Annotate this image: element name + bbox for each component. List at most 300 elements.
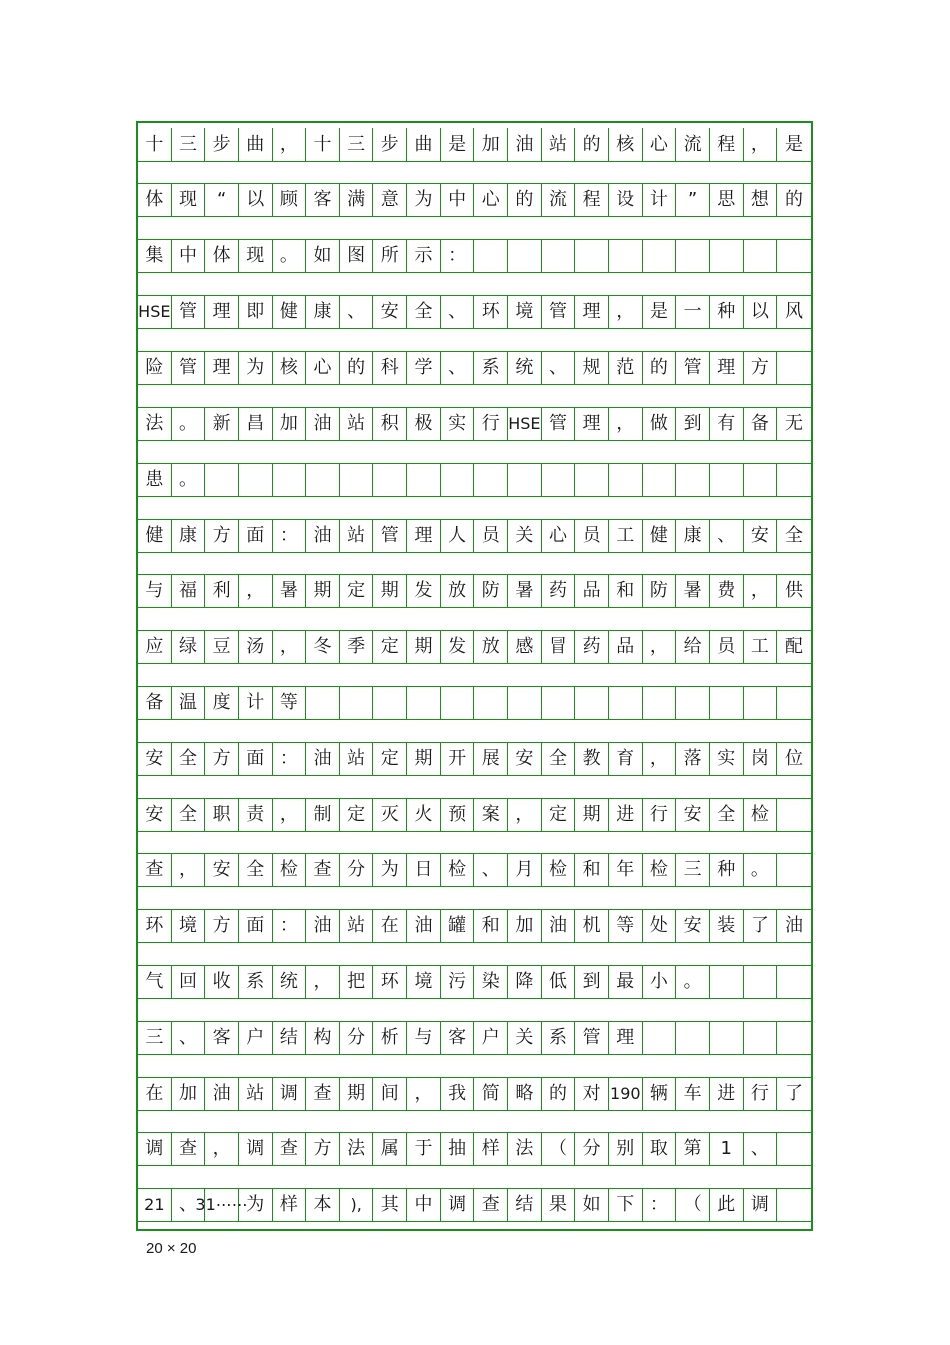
grid-cell	[710, 240, 744, 272]
grid-row	[138, 183, 811, 217]
grid-cell: ，	[643, 743, 677, 775]
grid-cell: ，	[273, 799, 307, 831]
grid-cell: 理	[710, 352, 744, 384]
grid-row	[138, 574, 811, 608]
grid-cell	[373, 464, 407, 496]
grid-cell: 安	[508, 743, 542, 775]
grid-cell	[777, 1133, 811, 1165]
grid-cell: 关	[508, 520, 542, 552]
grid-cell: 工	[744, 631, 778, 663]
grid-cell: 期	[575, 799, 609, 831]
grid-row	[138, 909, 811, 943]
grid-cell: 中	[172, 240, 206, 272]
grid-cell: ),	[340, 1189, 374, 1221]
grid-cell: 理	[575, 408, 609, 440]
grid-cell: 计	[643, 184, 677, 216]
grid-cell: ：	[643, 1189, 677, 1221]
grid-cell: 间	[373, 1078, 407, 1110]
grid-cell: 和	[474, 910, 508, 942]
grid-cell: 现	[172, 184, 206, 216]
grid-row	[138, 1021, 811, 1055]
grid-cell: ，	[306, 966, 340, 998]
grid-cell: 调	[441, 1189, 475, 1221]
grid-cell: 的	[542, 1078, 576, 1110]
grid-cell: 结	[508, 1189, 542, 1221]
grid-cell: HSE	[138, 296, 172, 328]
grid-cell: 查	[273, 1133, 307, 1165]
grid-cell: 责	[239, 799, 273, 831]
grid-cell	[643, 687, 677, 719]
grid-cell: 油	[205, 1078, 239, 1110]
grid-cell	[710, 966, 744, 998]
grid-cell	[676, 464, 710, 496]
grid-cell	[508, 464, 542, 496]
grid-cell: 客	[205, 1022, 239, 1054]
grid-cell: 加	[172, 1078, 206, 1110]
grid-cell: 暑	[273, 575, 307, 607]
grid-cell: 样	[273, 1189, 307, 1221]
grid-cell	[340, 464, 374, 496]
grid-cell: 客	[306, 184, 340, 216]
grid-cell: 安	[676, 799, 710, 831]
grid-cell: 、	[542, 352, 576, 384]
grid-cell: 实	[441, 408, 475, 440]
grid-cell: 户	[239, 1022, 273, 1054]
grid-cell: 全	[407, 296, 441, 328]
grid-cell: 190	[609, 1078, 643, 1110]
grid-cell: 气	[138, 966, 172, 998]
grid-cell: 查	[138, 854, 172, 886]
grid-cell: 全	[172, 799, 206, 831]
grid-cell	[744, 464, 778, 496]
grid-cell: 、	[172, 1189, 206, 1221]
grid-cell: 全	[710, 799, 744, 831]
grid-cell: 最	[609, 966, 643, 998]
grid-cell: 绿	[172, 631, 206, 663]
grid-cell: 别	[609, 1133, 643, 1165]
grid-cell	[744, 966, 778, 998]
grid-cell: 暑	[508, 575, 542, 607]
grid-cell: 利	[205, 575, 239, 607]
grid-cell: 低	[542, 966, 576, 998]
grid-cell	[777, 464, 811, 496]
grid-cell: 员	[575, 520, 609, 552]
grid-cell: 期	[407, 631, 441, 663]
grid-cell: 岗	[744, 743, 778, 775]
grid-cell: 管	[172, 352, 206, 384]
grid-cell: 昌	[239, 408, 273, 440]
grid-cell: 步	[373, 128, 407, 161]
grid-cell: 户	[474, 1022, 508, 1054]
grid-cell: 中	[441, 184, 475, 216]
grid-cell: 安	[744, 520, 778, 552]
grid-cell	[744, 1022, 778, 1054]
grid-cell: 实	[710, 743, 744, 775]
grid-cell: 曲	[239, 128, 273, 161]
grid-cell: 供	[784, 580, 803, 601]
grid-cell: 面	[239, 910, 273, 942]
grid-cell: 职	[205, 799, 239, 831]
grid-cell: 站	[239, 1078, 273, 1110]
grid-cell: 、	[172, 1022, 206, 1054]
grid-cell: 染	[474, 966, 508, 998]
grid-cell: 为	[239, 1189, 273, 1221]
grid-cell	[508, 687, 542, 719]
grid-cell	[474, 240, 508, 272]
grid-cell: 以	[744, 296, 778, 328]
grid-cell	[306, 464, 340, 496]
grid-cell: 种	[710, 854, 744, 886]
grid-cell	[441, 687, 475, 719]
grid-cell: 其	[373, 1189, 407, 1221]
grid-cell: 面	[239, 743, 273, 775]
grid-cell: 、	[441, 352, 475, 384]
grid-cell: 位	[784, 748, 803, 769]
grid-cell: 机	[575, 910, 609, 942]
grid-cell: 查	[474, 1189, 508, 1221]
grid-cell: 方	[205, 743, 239, 775]
grid-cell: 种	[710, 296, 744, 328]
grid-cell: 行	[744, 1078, 778, 1110]
grid-cell: 油	[306, 520, 340, 552]
grid-cell: 调	[744, 1189, 778, 1221]
grid-cell: （	[542, 1133, 576, 1165]
grid-cell: 在	[138, 1078, 172, 1110]
grid-cell: 面	[239, 520, 273, 552]
grid-cell: 一	[676, 296, 710, 328]
grid-cell	[609, 240, 643, 272]
grid-cell: 员	[710, 631, 744, 663]
grid-cell: 费	[710, 575, 744, 607]
grid-cell: 险	[138, 352, 172, 384]
grid-cell: 了	[744, 910, 778, 942]
grid-cell: ，	[609, 408, 643, 440]
grid-cell: 环	[373, 966, 407, 998]
grid-row	[138, 1188, 811, 1222]
grid-cell: 行	[643, 799, 677, 831]
grid-cell: 教	[575, 743, 609, 775]
grid-cell	[777, 240, 811, 272]
grid-cell	[777, 966, 811, 998]
grid-cell: 暑	[676, 575, 710, 607]
grid-row	[138, 742, 811, 776]
grid-cell	[407, 464, 441, 496]
grid-cell: 油	[306, 408, 340, 440]
grid-cell: 油	[306, 910, 340, 942]
grid-cell: 关	[508, 1022, 542, 1054]
grid-cell: 理	[407, 520, 441, 552]
grid-cell: 示	[407, 240, 441, 272]
grid-cell: 体	[138, 184, 172, 216]
grid-cell: 集	[138, 240, 172, 272]
grid-cell: 检	[441, 854, 475, 886]
grid-cell: 到	[575, 966, 609, 998]
grid-cell	[643, 240, 677, 272]
grid-cell: 环	[474, 296, 508, 328]
grid-cell: ，	[205, 1133, 239, 1165]
grid-cell: 本	[306, 1189, 340, 1221]
grid-cell: 安	[373, 296, 407, 328]
grid-cell: 三	[340, 128, 374, 161]
grid-cell: 发	[407, 575, 441, 607]
grid-cell: ：	[273, 743, 307, 775]
grid-cell: 新	[205, 408, 239, 440]
grid-cell: 中	[407, 1189, 441, 1221]
grid-cell: 安	[138, 743, 172, 775]
grid-cell: 备	[744, 408, 778, 440]
grid-cell: 31⋯⋯	[205, 1189, 239, 1221]
grid-cell	[710, 687, 744, 719]
grid-cell: 站	[340, 743, 374, 775]
grid-cell: 落	[676, 743, 710, 775]
grid-cell: 油	[784, 915, 803, 936]
grid-cell: 学	[407, 352, 441, 384]
grid-cell: 分	[340, 1022, 374, 1054]
grid-cell: 查	[172, 1133, 206, 1165]
grid-cell: 备	[138, 687, 172, 719]
grid-cell: 1	[710, 1133, 744, 1165]
grid-cell: 极	[407, 408, 441, 440]
grid-cell: 康	[172, 520, 206, 552]
grid-cell: 车	[676, 1078, 710, 1110]
grid-cell: 调	[239, 1133, 273, 1165]
grid-cell: 冬	[306, 631, 340, 663]
grid-cell: 规	[575, 352, 609, 384]
grid-cell: 定	[340, 799, 374, 831]
grid-cell: 略	[508, 1078, 542, 1110]
grid-cell: 方	[205, 520, 239, 552]
grid-cell: 管	[373, 520, 407, 552]
grid-cell: 辆	[643, 1078, 677, 1110]
grid-cell: 感	[508, 631, 542, 663]
grid-cell: 系	[474, 352, 508, 384]
grid-cell: 安	[676, 910, 710, 942]
grid-cell: 放	[441, 575, 475, 607]
grid-row	[138, 798, 811, 832]
grid-cell: 品	[575, 575, 609, 607]
grid-cell: 21	[138, 1189, 172, 1221]
grid-cell: 管	[575, 1022, 609, 1054]
grid-cell: 法	[340, 1133, 374, 1165]
grid-cell: 站	[542, 128, 576, 161]
grid-cell: 果	[542, 1189, 576, 1221]
grid-cell: 方	[306, 1133, 340, 1165]
grid-cell: 收	[205, 966, 239, 998]
grid-cell: 安	[205, 854, 239, 886]
grid-row	[138, 630, 811, 664]
grid-cell: 三	[138, 1022, 172, 1054]
grid-cell: 配	[784, 636, 803, 657]
grid-cell: 健	[138, 520, 172, 552]
grid-cell: 防	[474, 575, 508, 607]
grid-cell: 调	[138, 1133, 172, 1165]
grid-cell: 法	[508, 1133, 542, 1165]
grid-cell: 污	[441, 966, 475, 998]
grid-cell: 为	[239, 352, 273, 384]
grid-cell: 想	[744, 184, 778, 216]
grid-row	[138, 239, 811, 273]
grid-cell: 的	[643, 352, 677, 384]
grid-cell	[306, 687, 340, 719]
grid-cell	[777, 854, 811, 886]
grid-cell: 加	[474, 128, 508, 161]
grid-cell	[777, 1189, 811, 1221]
grid-cell: 如	[575, 1189, 609, 1221]
grid-cell	[239, 464, 273, 496]
grid-cell: 下	[609, 1189, 643, 1221]
grid-cell	[373, 687, 407, 719]
grid-row	[138, 965, 811, 999]
grid-row	[138, 128, 811, 162]
grid-cell: ，	[744, 128, 778, 161]
grid-cell: 心	[542, 520, 576, 552]
grid-cell: 预	[441, 799, 475, 831]
grid-cell: 统	[508, 352, 542, 384]
grid-cell: 查	[306, 854, 340, 886]
grid-cell: 与	[407, 1022, 441, 1054]
grid-cell: 境	[407, 966, 441, 998]
grid-cell: 系	[239, 966, 273, 998]
grid-cell: 等	[609, 910, 643, 942]
grid-cell: ，	[744, 575, 778, 607]
grid-cell: 无	[784, 413, 803, 434]
grid-cell	[777, 799, 811, 831]
grid-cell: 进	[710, 1078, 744, 1110]
grid-cell: 育	[609, 743, 643, 775]
grid-cell: 放	[474, 631, 508, 663]
grid-cell: 进	[609, 799, 643, 831]
grid-cell: 对	[575, 1078, 609, 1110]
grid-cell: 即	[239, 296, 273, 328]
grid-cell: 全	[239, 854, 273, 886]
grid-cell: 我	[441, 1078, 475, 1110]
grid-cell: 析	[373, 1022, 407, 1054]
grid-row	[138, 1132, 811, 1166]
grid-cell: 理	[609, 1022, 643, 1054]
grid-cell: 季	[340, 631, 374, 663]
grid-cell: 步	[205, 128, 239, 161]
grid-cell: 满	[340, 184, 374, 216]
manuscript-grid	[136, 121, 813, 1231]
grid-cell: 图	[340, 240, 374, 272]
grid-cell: 装	[710, 910, 744, 942]
grid-cell: 品	[609, 631, 643, 663]
grid-cell	[676, 687, 710, 719]
grid-cell: 现	[239, 240, 273, 272]
grid-cell: 应	[138, 631, 172, 663]
grid-cell: 的	[508, 184, 542, 216]
grid-cell: 温	[172, 687, 206, 719]
grid-cell	[542, 240, 576, 272]
grid-size-label: 20 × 20	[146, 1240, 197, 1257]
grid-cell	[273, 464, 307, 496]
grid-cell: “	[205, 184, 239, 216]
grid-cell: 有	[710, 408, 744, 440]
grid-row	[138, 853, 811, 887]
grid-cell: 期	[340, 1078, 374, 1110]
grid-cell: 把	[340, 966, 374, 998]
grid-cell: 的	[575, 128, 609, 161]
grid-cell: 心	[643, 128, 677, 161]
grid-cell: 境	[508, 296, 542, 328]
grid-cell: ，	[508, 799, 542, 831]
grid-cell: 站	[340, 408, 374, 440]
grid-cell: 与	[138, 575, 172, 607]
grid-cell	[676, 1022, 710, 1054]
grid-cell: 油	[542, 910, 576, 942]
grid-row	[138, 463, 811, 497]
grid-cell	[542, 687, 576, 719]
grid-cell: 员	[474, 520, 508, 552]
grid-cell	[575, 464, 609, 496]
grid-cell: 、	[744, 1133, 778, 1165]
grid-cell: ：	[441, 240, 475, 272]
grid-cell: ，	[273, 631, 307, 663]
grid-cell: 核	[609, 128, 643, 161]
grid-cell	[710, 1022, 744, 1054]
grid-cell: 为	[373, 854, 407, 886]
grid-cell: 福	[172, 575, 206, 607]
grid-cell: 以	[239, 184, 273, 216]
grid-cell: 风	[784, 301, 803, 322]
grid-row	[138, 686, 811, 720]
grid-cell: 药	[542, 575, 576, 607]
grid-cell: 降	[508, 966, 542, 998]
grid-cell: ，	[172, 854, 206, 886]
grid-cell: 期	[407, 743, 441, 775]
grid-cell: 分	[340, 854, 374, 886]
grid-cell: 查	[306, 1078, 340, 1110]
grid-cell: 站	[340, 910, 374, 942]
grid-cell	[777, 352, 811, 384]
grid-cell: （	[676, 1189, 710, 1221]
grid-cell: 、	[340, 296, 374, 328]
grid-cell: 冒	[542, 631, 576, 663]
grid-cell: 罐	[441, 910, 475, 942]
grid-cell: 此	[710, 1189, 744, 1221]
grid-cell: 顾	[273, 184, 307, 216]
grid-cell	[474, 687, 508, 719]
grid-cell: 。	[172, 464, 206, 496]
grid-cell: 汤	[239, 631, 273, 663]
grid-cell: 定	[542, 799, 576, 831]
grid-cell	[643, 1022, 677, 1054]
grid-cell: ”	[676, 184, 710, 216]
grid-row	[138, 1077, 811, 1111]
grid-cell: 积	[373, 408, 407, 440]
grid-cell: 十	[306, 128, 340, 161]
grid-cell	[575, 687, 609, 719]
grid-cell: 站	[340, 520, 374, 552]
grid-cell: 展	[474, 743, 508, 775]
grid-cell	[744, 240, 778, 272]
grid-cell: 理	[205, 296, 239, 328]
grid-cell: 度	[205, 687, 239, 719]
grid-cell: ，	[643, 631, 677, 663]
grid-cell: 检	[542, 854, 576, 886]
grid-cell: 计	[239, 687, 273, 719]
grid-cell: 回	[172, 966, 206, 998]
grid-cell: 方	[744, 352, 778, 384]
grid-cell: 豆	[205, 631, 239, 663]
grid-cell: 三	[676, 854, 710, 886]
grid-cell: 分	[575, 1133, 609, 1165]
grid-cell: 灭	[373, 799, 407, 831]
grid-cell: ，	[407, 1078, 441, 1110]
grid-cell	[542, 464, 576, 496]
grid-cell: 加	[273, 408, 307, 440]
grid-cell: 做	[643, 408, 677, 440]
